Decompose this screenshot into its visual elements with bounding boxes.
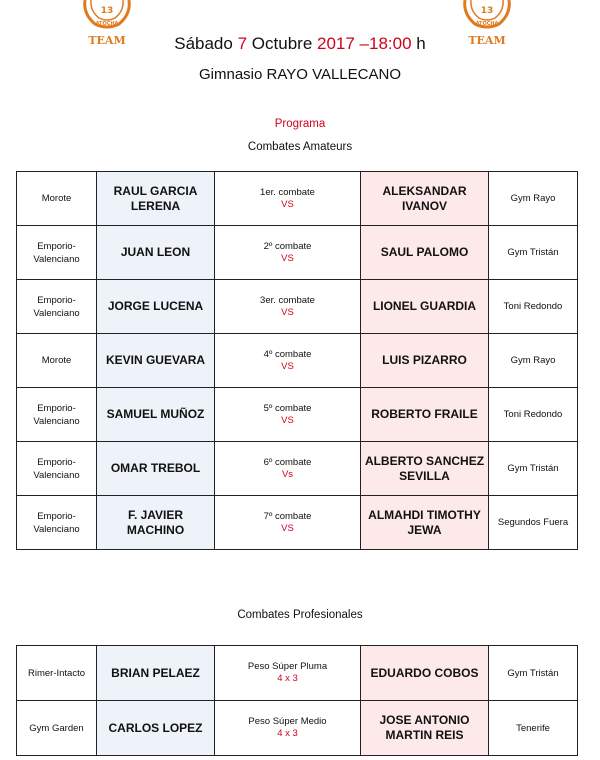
gym-right: Toni Redondo bbox=[489, 388, 578, 442]
weight-class: Peso Súper Medio bbox=[248, 716, 327, 727]
vs-label: Vs bbox=[281, 468, 294, 480]
vs-label: VS bbox=[281, 360, 294, 372]
fighter-right: JOSE ANTONIO MARTIN REIS bbox=[361, 701, 489, 756]
bout-row bbox=[17, 646, 578, 701]
pro-bouts-table bbox=[16, 645, 578, 756]
fighter-left: KEVIN GUEVARA bbox=[97, 334, 215, 388]
logo-number: 13 bbox=[480, 6, 494, 16]
gym-right: Segundos Fuera bbox=[489, 496, 578, 550]
fighter-right: ALBERTO SANCHEZ SEVILLA bbox=[361, 442, 489, 496]
bout-row bbox=[17, 701, 578, 756]
gym-left: Emporio-Valenciano bbox=[17, 442, 97, 496]
bout-label: 2º combate bbox=[263, 240, 312, 252]
bout-label: 7º combate bbox=[263, 510, 312, 522]
gym-right: Toni Redondo bbox=[489, 280, 578, 334]
rounds-label: 4 x 3 bbox=[277, 673, 298, 684]
programa-label: Programa bbox=[274, 118, 326, 130]
fighter-left: F. JAVIER MACHINO bbox=[97, 496, 215, 550]
bout-row bbox=[17, 496, 578, 550]
gym-left: Morote bbox=[17, 334, 97, 388]
fighter-right: ALMAHDI TIMOTHY JEWA bbox=[361, 496, 489, 550]
gym-left: Gym Garden bbox=[17, 701, 97, 756]
fighter-left: JUAN LEON bbox=[97, 226, 215, 280]
gym-right: Gym Tristán bbox=[489, 646, 578, 701]
event-year-time: 2017 –18:00 bbox=[317, 34, 412, 53]
fighter-right: ROBERTO FRAILE bbox=[361, 388, 489, 442]
logo-ring-text: ATOCHA bbox=[95, 21, 119, 27]
event-date-number: 7 bbox=[237, 34, 248, 53]
amateur-bouts-table bbox=[16, 171, 578, 550]
bout-row bbox=[17, 334, 578, 388]
logo-team-text: TEAM bbox=[88, 34, 126, 47]
fighter-right: SAUL PALOMO bbox=[361, 226, 489, 280]
gym-left: Emporio-Valenciano bbox=[17, 496, 97, 550]
bout-label: 3er. combate bbox=[260, 294, 315, 306]
bout-info bbox=[215, 226, 361, 280]
bout-info bbox=[215, 442, 361, 496]
gym-left: Morote bbox=[17, 172, 97, 226]
fighter-left: SAMUEL MUÑOZ bbox=[97, 388, 215, 442]
bout-row bbox=[17, 442, 578, 496]
fighter-right: ALEKSANDAR IVANOV bbox=[361, 172, 489, 226]
fighter-right: LUIS PIZARRO bbox=[361, 334, 489, 388]
gym-left: Rimer-Intacto bbox=[17, 646, 97, 701]
rounds-label: 4 x 3 bbox=[277, 728, 298, 739]
vs-label: VS bbox=[281, 414, 294, 426]
bout-label: 6º combate bbox=[263, 456, 312, 468]
bout-row bbox=[17, 280, 578, 334]
gym-left: Emporio-Valenciano bbox=[17, 388, 97, 442]
bout-label: 1er. combate bbox=[260, 186, 315, 198]
bout-info bbox=[215, 646, 361, 701]
gym-right: Gym Rayo bbox=[489, 172, 578, 226]
bout-info bbox=[215, 496, 361, 550]
gym-right: Gym Rayo bbox=[489, 334, 578, 388]
bout-info bbox=[215, 388, 361, 442]
vs-label: VS bbox=[281, 306, 294, 318]
pro-section-title: Combates Profesionales bbox=[237, 609, 363, 621]
event-date-time bbox=[0, 34, 600, 54]
bout-label: 5º combate bbox=[263, 402, 312, 414]
fighter-left: BRIAN PELAEZ bbox=[97, 646, 215, 701]
gym-right: Tenerife bbox=[489, 701, 578, 756]
gym-right: Gym Tristán bbox=[489, 442, 578, 496]
event-month: Octubre bbox=[251, 34, 313, 53]
bout-row bbox=[17, 172, 578, 226]
bout-row bbox=[17, 226, 578, 280]
event-time-unit: h bbox=[416, 34, 426, 53]
logo-ring-text: ATOCHA bbox=[475, 21, 499, 27]
bout-info bbox=[215, 334, 361, 388]
fighter-left: OMAR TREBOL bbox=[97, 442, 215, 496]
event-day: Sábado bbox=[174, 34, 233, 53]
vs-label: VS bbox=[281, 522, 294, 534]
bout-info bbox=[215, 701, 361, 756]
gym-left: Emporio-Valenciano bbox=[17, 226, 97, 280]
logo-number: 13 bbox=[100, 6, 114, 16]
bout-row bbox=[17, 388, 578, 442]
logo-team-text: TEAM bbox=[468, 34, 506, 47]
vs-label: VS bbox=[281, 252, 294, 264]
fighter-left: CARLOS LOPEZ bbox=[97, 701, 215, 756]
fighter-left: RAUL GARCIA LERENA bbox=[97, 172, 215, 226]
event-venue: Gimnasio RAYO VALLECANO bbox=[198, 66, 401, 83]
fighter-right: LIONEL GUARDIA bbox=[361, 280, 489, 334]
weight-class: Peso Súper Pluma bbox=[247, 661, 328, 672]
gym-left: Emporio-Valenciano bbox=[17, 280, 97, 334]
bout-label: 4º combate bbox=[263, 348, 312, 360]
fighter-left: JORGE LUCENA bbox=[97, 280, 215, 334]
amateurs-section-title: Combates Amateurs bbox=[247, 141, 353, 153]
fighter-right: EDUARDO COBOS bbox=[361, 646, 489, 701]
vs-label: VS bbox=[281, 198, 294, 210]
gym-right: Gym Tristán bbox=[489, 226, 578, 280]
bout-info bbox=[215, 280, 361, 334]
bout-info bbox=[215, 172, 361, 226]
